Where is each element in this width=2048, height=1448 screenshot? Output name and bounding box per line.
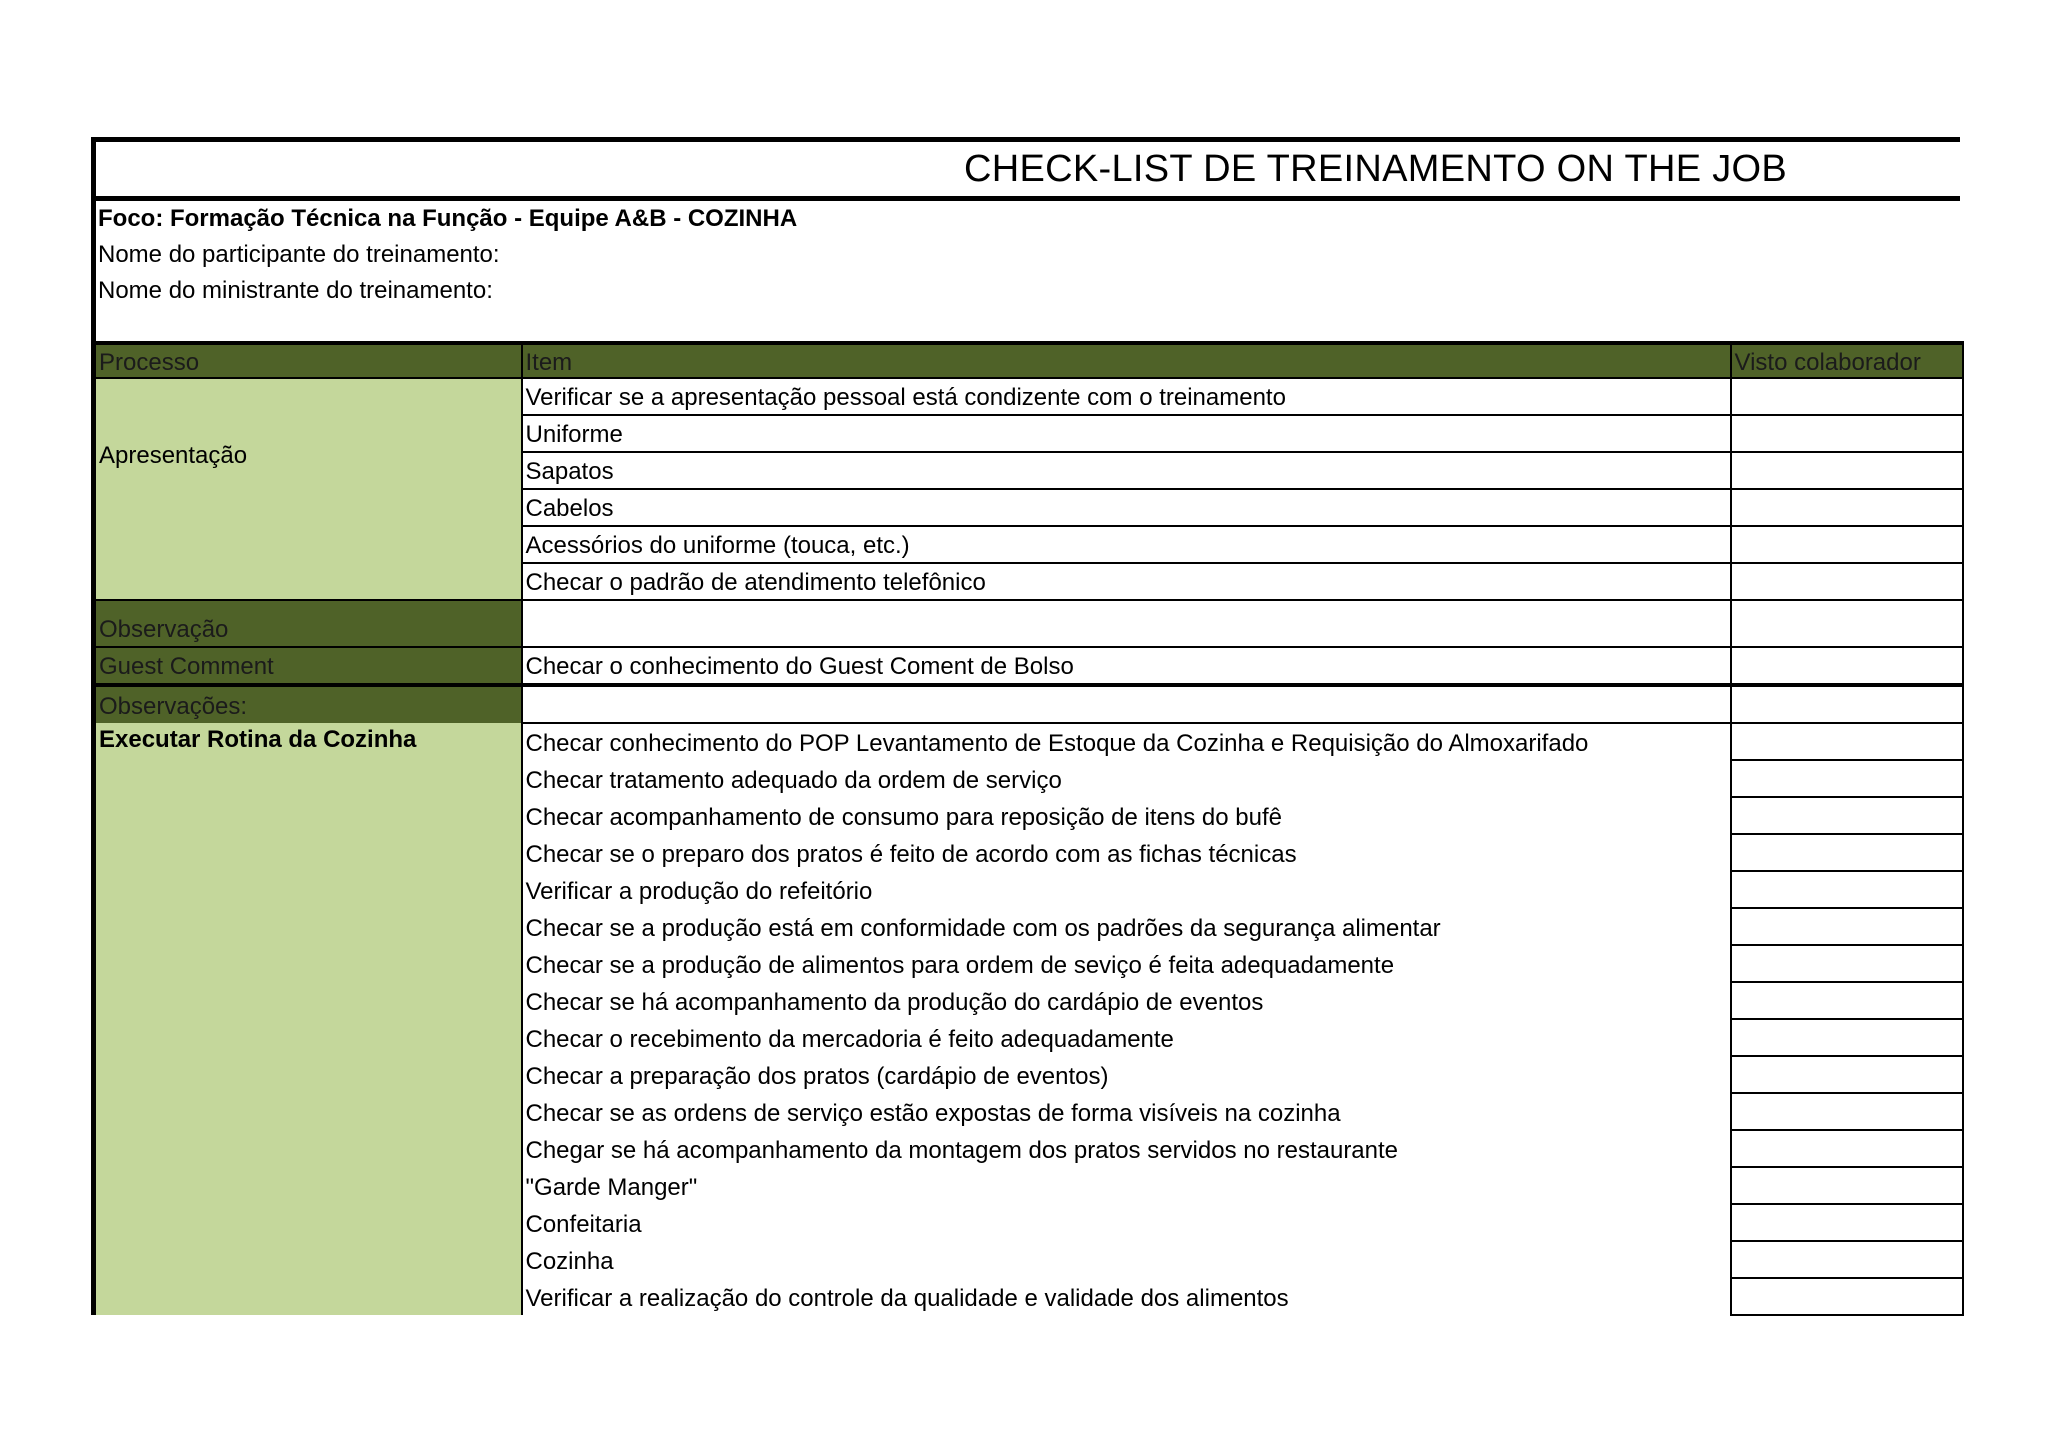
item-cell: "Garde Manger": [522, 1167, 1731, 1204]
item-cell: Checar se a produção de alimentos para ordem de seviço é feita adequadamente: [522, 945, 1731, 982]
item-cell: Checar acompanhamento de consumo para reposição de itens do bufê: [522, 797, 1731, 834]
item-cell: Checar a preparação dos pratos (cardápio de eventos): [522, 1056, 1731, 1093]
process-guest-comment: Guest Comment: [94, 647, 522, 685]
process-label: Executar Rotina da Cozinha: [99, 726, 417, 753]
visto-checkbox[interactable]: [1731, 834, 1963, 871]
visto-checkbox[interactable]: [1731, 1019, 1963, 1056]
visto-checkbox[interactable]: [1731, 526, 1963, 563]
item-cell: Checar se há acompanhamento da produção do cardápio de eventos: [522, 982, 1731, 1019]
item-cell: Cozinha: [522, 1241, 1731, 1278]
visto-checkbox[interactable]: [1731, 1130, 1963, 1167]
visto-checkbox[interactable]: [1731, 600, 1963, 647]
visto-checkbox[interactable]: [1731, 1278, 1963, 1315]
process-observacao: Observação: [94, 600, 522, 647]
focus-text: Foco: Formação Técnica na Função - Equipe A&B - COZINHA: [98, 205, 798, 232]
participant-label: Nome do participante do treinamento:: [98, 241, 500, 268]
process-observacoes: Observações:: [94, 685, 522, 723]
header-row: [94, 343, 1963, 378]
page-title: CHECK-LIST DE TREINAMENTO ON THE JOB: [964, 148, 1788, 190]
process-label: Apresentação: [99, 441, 248, 469]
checklist-table: [91, 341, 1964, 1316]
info-block: [91, 201, 1960, 341]
visto-checkbox[interactable]: [1731, 647, 1963, 685]
checklist-sheet: [91, 137, 1960, 1316]
table-row: [94, 685, 1963, 723]
visto-checkbox[interactable]: [1731, 378, 1963, 415]
observations-field[interactable]: [522, 685, 1731, 723]
visto-checkbox[interactable]: [1731, 1241, 1963, 1278]
item-cell: Checar se o preparo dos pratos é feito de acordo com as fichas técnicas: [522, 834, 1731, 871]
visto-checkbox[interactable]: [1731, 945, 1963, 982]
item-cell: Checar se as ordens de serviço estão expostas de forma visíveis na cozinha: [522, 1093, 1731, 1130]
item-cell: Verificar a produção do refeitório: [522, 871, 1731, 908]
observation-field[interactable]: [522, 600, 1731, 647]
item-cell: Checar o conhecimento do Guest Coment de Bolso: [522, 647, 1731, 685]
item-cell: Checar o recebimento da mercadoria é feito adequadamente: [522, 1019, 1731, 1056]
item-cell: Uniforme: [522, 415, 1731, 452]
visto-checkbox[interactable]: [1731, 1204, 1963, 1241]
item-cell: Sapatos: [522, 452, 1731, 489]
visto-checkbox[interactable]: [1731, 982, 1963, 1019]
visto-checkbox[interactable]: [1731, 723, 1963, 760]
visto-checkbox[interactable]: [1731, 1093, 1963, 1130]
table-row: [94, 600, 1963, 647]
visto-checkbox[interactable]: [1731, 1167, 1963, 1204]
header-visto: Visto colaborador: [1731, 343, 1963, 378]
item-cell: Checar o padrão de atendimento telefônico: [522, 563, 1731, 600]
visto-checkbox[interactable]: [1731, 760, 1963, 797]
item-cell: Chegar se há acompanhamento da montagem dos pratos servidos no restaurante: [522, 1130, 1731, 1167]
visto-checkbox[interactable]: [1731, 415, 1963, 452]
visto-checkbox[interactable]: [1731, 489, 1963, 526]
item-cell: Checar se a produção está em conformidade com os padrões da segurança alimentar: [522, 908, 1731, 945]
item-cell: Verificar a realização do controle da qualidade e validade dos alimentos: [522, 1278, 1731, 1315]
header-processo: Processo: [94, 343, 522, 378]
item-cell: Cabelos: [522, 489, 1731, 526]
table-row: [94, 723, 1963, 760]
visto-checkbox[interactable]: [1731, 908, 1963, 945]
visto-checkbox[interactable]: [1731, 563, 1963, 600]
table-row: [94, 647, 1963, 685]
item-cell: Checar tratamento adequado da ordem de serviço: [522, 760, 1731, 797]
table-row: [94, 378, 1963, 415]
item-cell: Confeitaria: [522, 1204, 1731, 1241]
visto-checkbox[interactable]: [1731, 452, 1963, 489]
title-row: [91, 137, 1960, 201]
process-apresentacao: [94, 378, 522, 600]
visto-checkbox[interactable]: [1731, 1056, 1963, 1093]
item-cell: Verificar se a apresentação pessoal está condizente com o treinamento: [522, 378, 1731, 415]
instructor-label: Nome do ministrante do treinamento:: [98, 277, 493, 304]
visto-checkbox[interactable]: [1731, 797, 1963, 834]
process-rotina: [94, 723, 522, 1315]
item-cell: Acessórios do uniforme (touca, etc.): [522, 526, 1731, 563]
item-cell: Checar conhecimento do POP Levantamento de Estoque da Cozinha e Requisição do Almoxarifado: [522, 723, 1731, 760]
visto-checkbox[interactable]: [1731, 685, 1963, 723]
visto-checkbox[interactable]: [1731, 871, 1963, 908]
header-item: Item: [522, 343, 1731, 378]
